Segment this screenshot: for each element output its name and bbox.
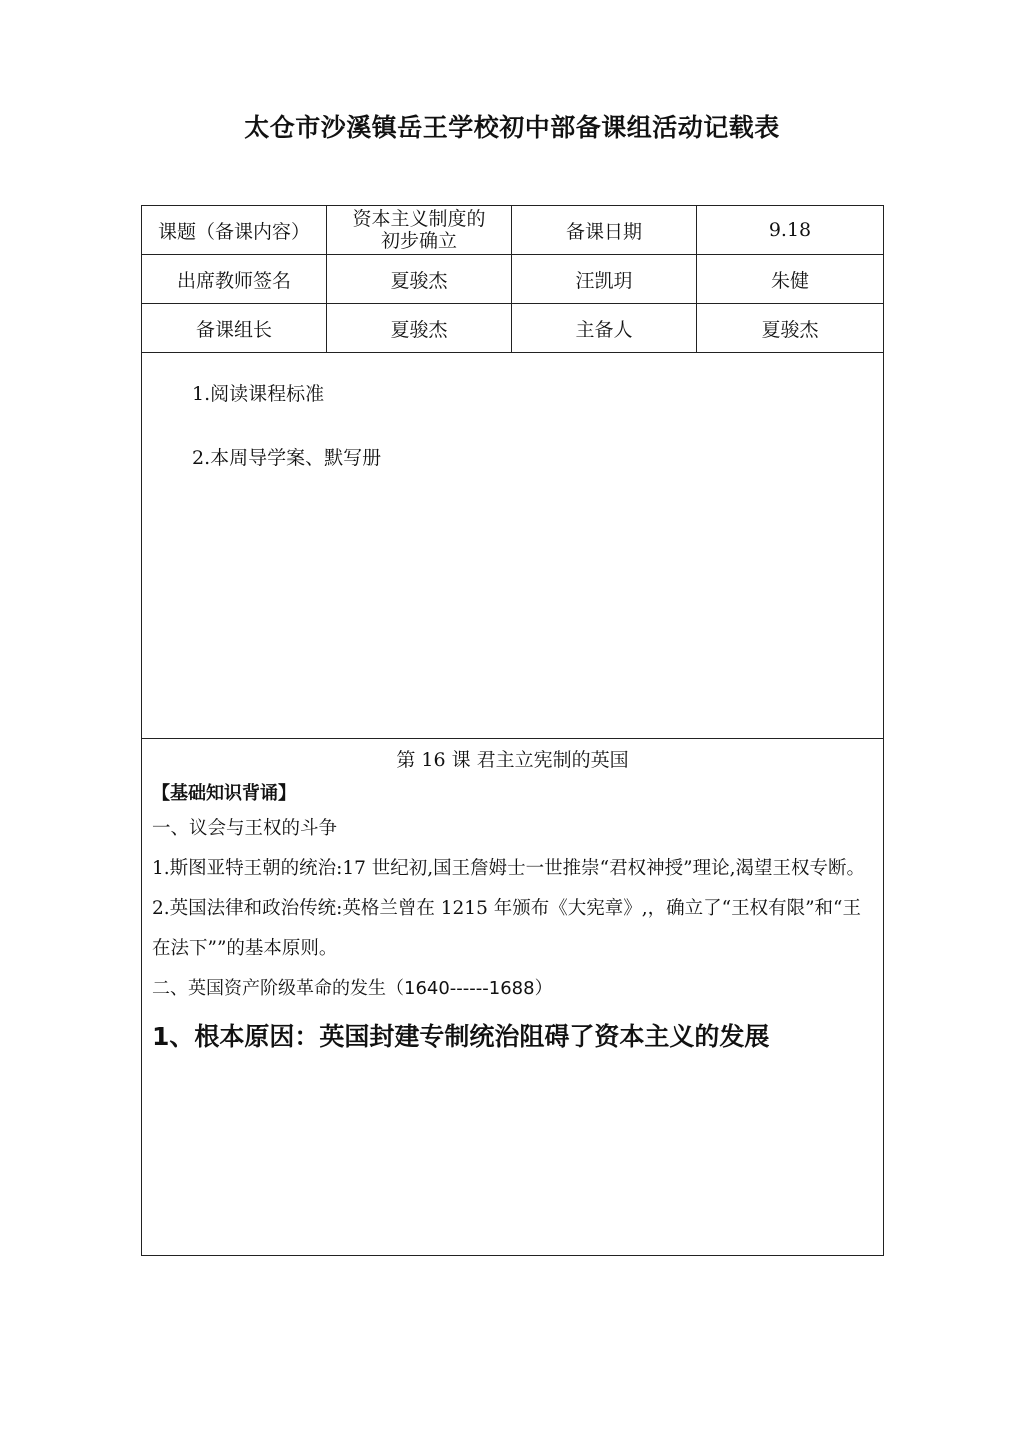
task-list <box>142 353 883 473</box>
paragraph-2: 2.英国法律和政治传统:英格兰曾在 1215 年颁布《大宪章》,，确立了“王权有限”和“王在法下””的基本原则。 <box>152 898 861 959</box>
main-preparer-label: 主备人 <box>512 304 697 353</box>
topic-value <box>327 206 512 255</box>
topic-value-line1: 资本主义制度的 <box>352 208 486 230</box>
table-row-tasks <box>142 353 884 739</box>
attendee-signature: 夏骏杰 <box>327 255 512 304</box>
table-row-notes <box>142 739 884 1256</box>
attendance-label: 出席教师签名 <box>142 255 327 304</box>
lesson-title: 第 16 课 君主立宪制的英国 <box>396 749 629 771</box>
attendee-signature: 朱健 <box>697 255 884 304</box>
root-cause-line: 1、根本原因：英国封建专制统治阻碍了资本主义的发展 <box>152 1022 770 1051</box>
part1-heading: 一、议会与王权的斗争 <box>152 818 338 839</box>
paragraph-1: 1.斯图亚特王朝的统治:17 世纪初,国王詹姆士一世推崇“君权神授”理论,渴望王权专断。 <box>152 858 865 879</box>
topic-label: 课题（备课内容） <box>142 206 327 255</box>
table-row-attendance <box>142 255 884 304</box>
section-heading: 【基础知识背诵】 <box>152 783 296 804</box>
group-leader-value: 夏骏杰 <box>327 304 512 353</box>
list-item: 1.阅读课程标准 <box>192 383 325 405</box>
date-label: 备课日期 <box>512 206 697 255</box>
main-preparer-value: 夏骏杰 <box>697 304 884 353</box>
date-value: 9.18 <box>697 206 884 255</box>
group-leader-label: 备课组长 <box>142 304 327 353</box>
tasks-cell <box>142 353 884 739</box>
table-row-topic <box>142 206 884 255</box>
document-title: 太仓市沙溪镇岳王学校初中部备课组活动记载表 <box>244 113 780 142</box>
activity-record-table <box>141 205 884 1256</box>
topic-value-line2: 初步确立 <box>380 230 457 252</box>
notes-cell <box>142 739 884 1256</box>
table-row-leader <box>142 304 884 353</box>
attendee-signature: 汪凯玥 <box>512 255 697 304</box>
list-item: 2.本周导学案、默写册 <box>192 447 382 469</box>
part2-heading: 二、英国资产阶级革命的发生（1640------1688） <box>152 978 553 999</box>
